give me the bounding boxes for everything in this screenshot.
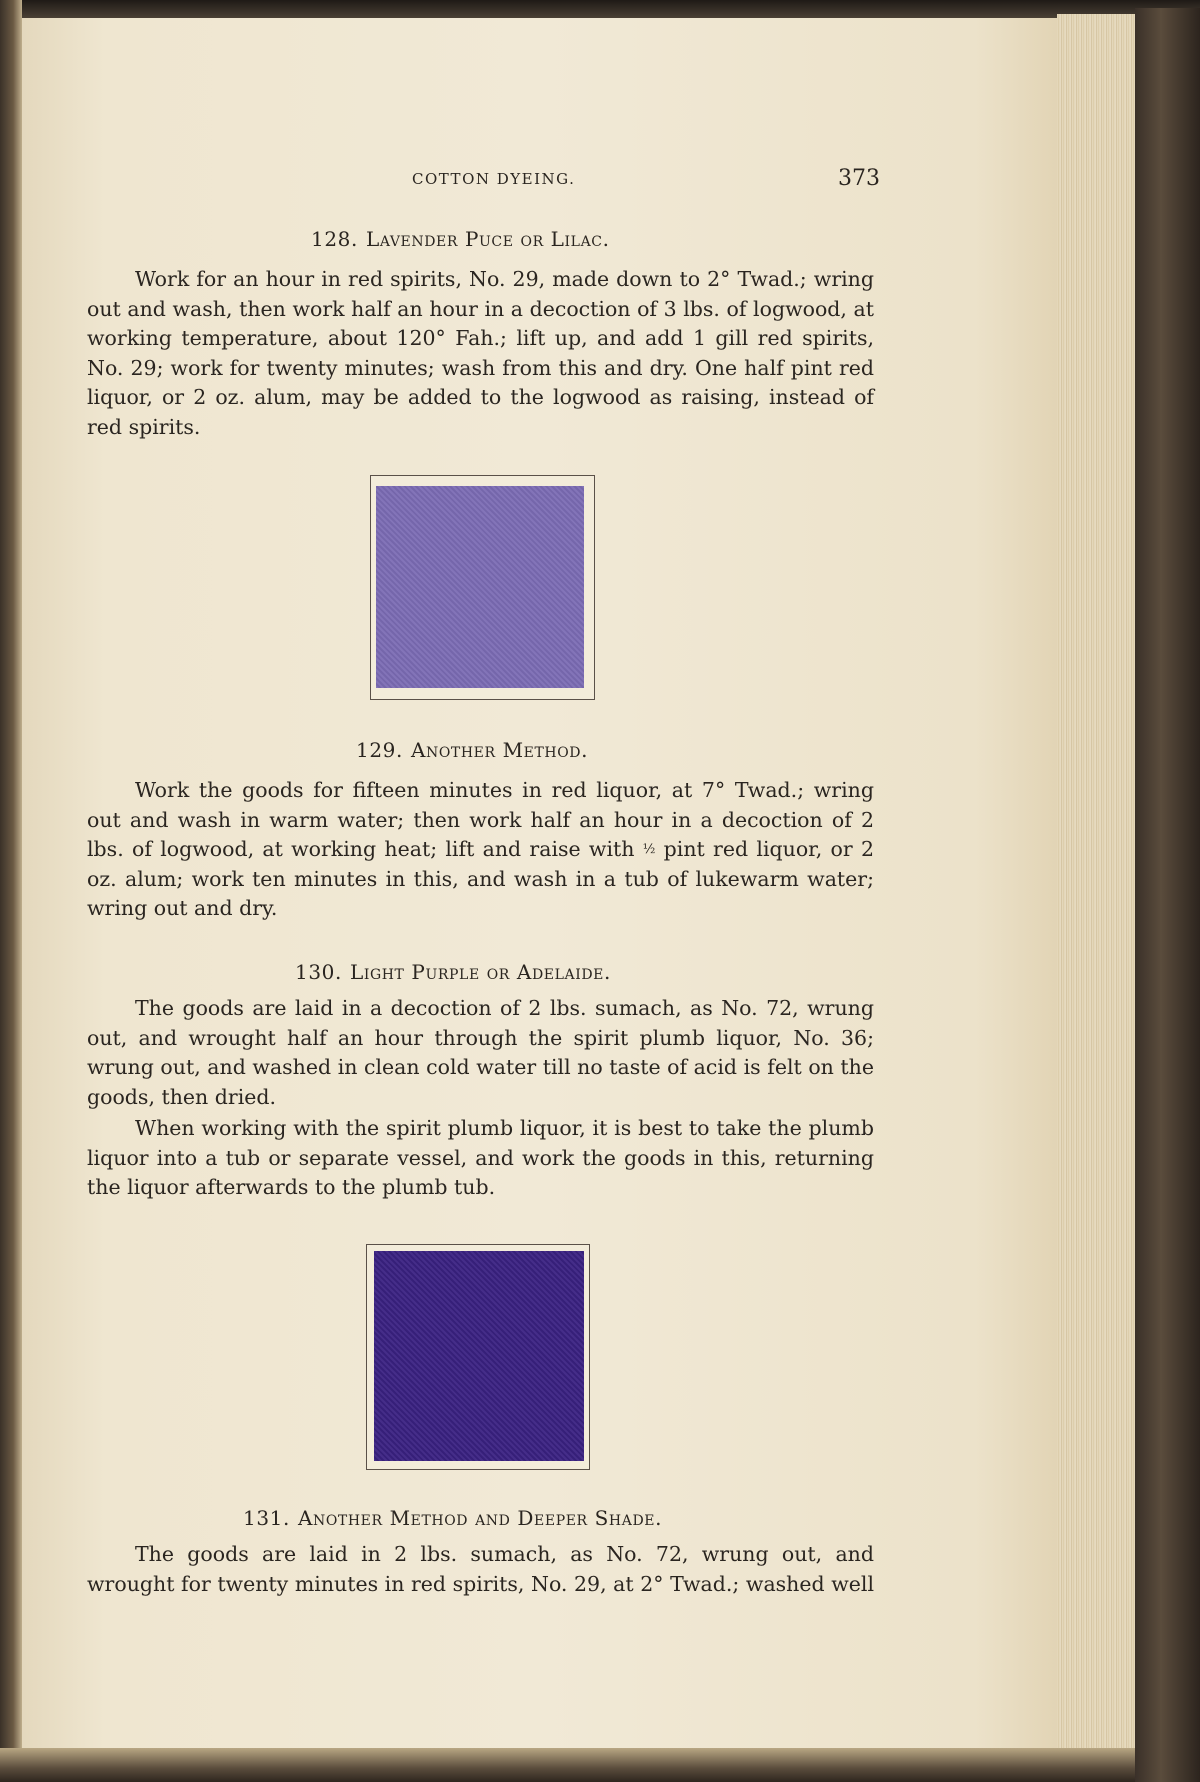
section-130-paragraph-1: The goods are laid in a decoction of 2 lbs. sumach, as No. 72, wrung out, and wrought half an hour through the spirit plumb liquor, No. 36; wrung out, and washed in clean cold water till no taste of acid is felt on the goods, then dried. [87,996,874,1109]
section-128-heading [311,227,610,251]
section-131-title: Another Method and Deeper Shade. [297,1506,663,1530]
lilac-fabric-swatch [376,486,584,688]
section-128-number: 128. [311,227,358,251]
section-129-text-b: pint red liquor, or 2 oz. alum; work ten minutes in this, and wash in a tub of lukewarm water; wring out and dry. [87,837,874,920]
half-fraction: ½ [642,842,656,857]
book-bottom-edge [0,1748,1135,1782]
page-number: 373 [838,166,880,191]
book-cover [1135,8,1200,1782]
section-128-paragraph: Work for an hour in red spirits, No. 29, made down to 2° Twad.; wring out and wash, then work half an hour in a decoction of 3 lbs. of logwood, at working temperature, about 120° Fah.; lift up, and add 1 gill red spirits, No. 29; work for twenty minutes; wash from this and dry. One half pint red liquor, or 2 oz. alum, may be added to the logwood as raising, instead of red spirits. [87,267,874,439]
section-128-title: Lavender Puce or Lilac. [365,227,610,251]
section-129-title: Another Method. [410,738,589,762]
book-gutter [0,0,22,1782]
section-129-text-a: Work the goods for fifteen minutes in red liquor, at 7° Twad.; wring out and wash in warm water; then work half an hour in a decoction of 2 lbs. of logwood, at working heat; lift and raise with [87,778,874,861]
section-129-paragraph [87,776,874,924]
section-130-number: 130. [295,960,342,984]
section-130-paragraph-2: When working with the spirit plumb liquor, it is best to take the plumb liquor into a tub or separate vessel, and work the goods in this, returning the liquor afterwards to the plumb tub. [87,1116,874,1199]
section-131-heading [243,1506,662,1530]
section-130-title: Light Purple or Adelaide. [349,960,611,984]
section-129-heading [356,738,588,762]
section-129-number: 129. [356,738,403,762]
page-stack-edge [1057,14,1137,1758]
section-130-heading [295,960,611,984]
purple-fabric-swatch [374,1251,584,1461]
running-head: COTTON DYEING. [412,170,576,188]
book-top-edge [0,0,1200,18]
section-131-paragraph: The goods are laid in 2 lbs. sumach, as No. 72, wrung out, and wrought for twenty minutes in red spirits, No. 29, at 2° Twad.; washed well [87,1542,874,1596]
section-131-number: 131. [243,1506,290,1530]
